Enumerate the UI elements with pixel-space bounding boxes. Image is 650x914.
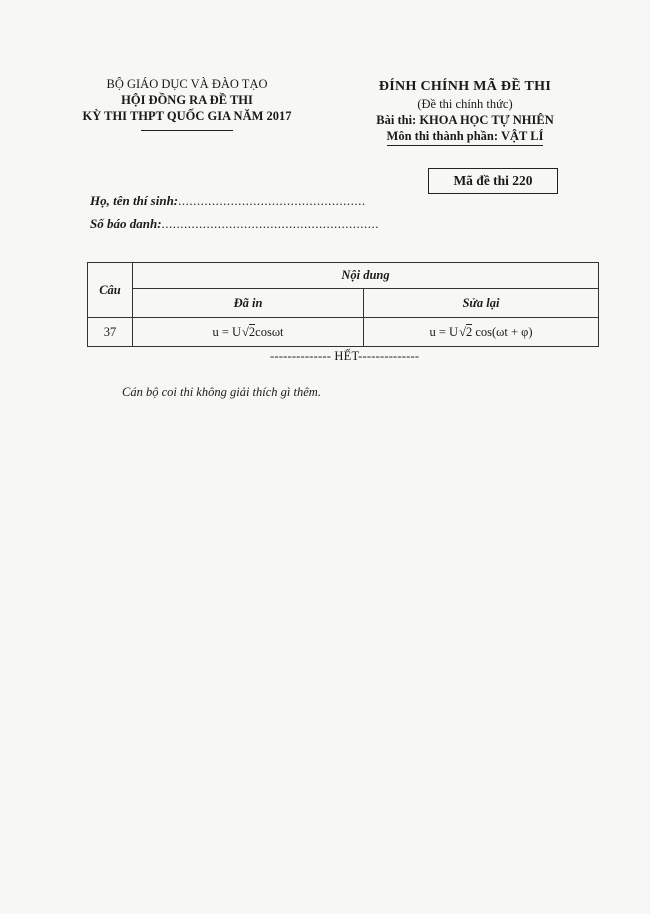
council-name: HỘI ĐỒNG RA ĐỀ THI — [121, 93, 253, 107]
corrected-formula-pre: u = U — [429, 324, 459, 339]
correction-title: ĐÍNH CHÍNH MÃ ĐỀ THI — [378, 79, 552, 94]
end-marker: -------------- HẾT-------------- — [270, 349, 420, 363]
printed-radicand: 2 — [248, 324, 256, 339]
header-printed: Đã in — [133, 289, 364, 318]
question-number: 37 — [88, 318, 133, 347]
corrected-radicand: 2 — [465, 324, 473, 339]
correction-table — [87, 262, 599, 347]
header-question: Câu — [88, 263, 133, 318]
candidate-name-label: Họ, tên thí sinh: — [90, 193, 179, 208]
subject-name: Môn thi thành phần: VẬT LÍ — [387, 129, 544, 146]
sqrt-symbol: √2 — [459, 324, 473, 339]
corrected-formula — [364, 318, 599, 347]
candidate-name-dots: .................................................. — [178, 193, 366, 208]
subject-line — [340, 128, 590, 144]
ministry-header — [62, 76, 312, 131]
candidate-id-label: Số báo danh: — [90, 216, 162, 231]
exam-code-box: Mã đề thi 220 — [428, 168, 558, 194]
header-content: Nội dung — [133, 263, 599, 289]
sqrt-symbol: √2 — [242, 324, 256, 339]
candidate-id-dots: .......................................................... — [161, 216, 380, 231]
corrected-formula-post: cos(ωt + φ) — [472, 324, 533, 339]
candidate-name-field — [90, 193, 366, 209]
correction-subtitle: (Đề thi chính thức) — [417, 97, 513, 111]
printed-formula-post: cosωt — [255, 324, 284, 339]
table-row — [88, 318, 599, 347]
candidate-id-field — [90, 216, 379, 232]
header-divider — [141, 130, 233, 131]
proctor-note: Cán bộ coi thi không giải thích gì thêm. — [122, 385, 321, 399]
printed-formula-pre: u = U — [212, 324, 242, 339]
header-corrected: Sửa lại — [364, 289, 599, 318]
test-name: Bài thi: KHOA HỌC TỰ NHIÊN — [376, 113, 554, 127]
correction-header — [340, 78, 590, 144]
printed-formula — [133, 318, 364, 347]
ministry-name: BỘ GIÁO DỤC VÀ ĐÀO TẠO — [106, 77, 268, 91]
exam-name: KỲ THI THPT QUỐC GIA NĂM 2017 — [82, 109, 292, 123]
